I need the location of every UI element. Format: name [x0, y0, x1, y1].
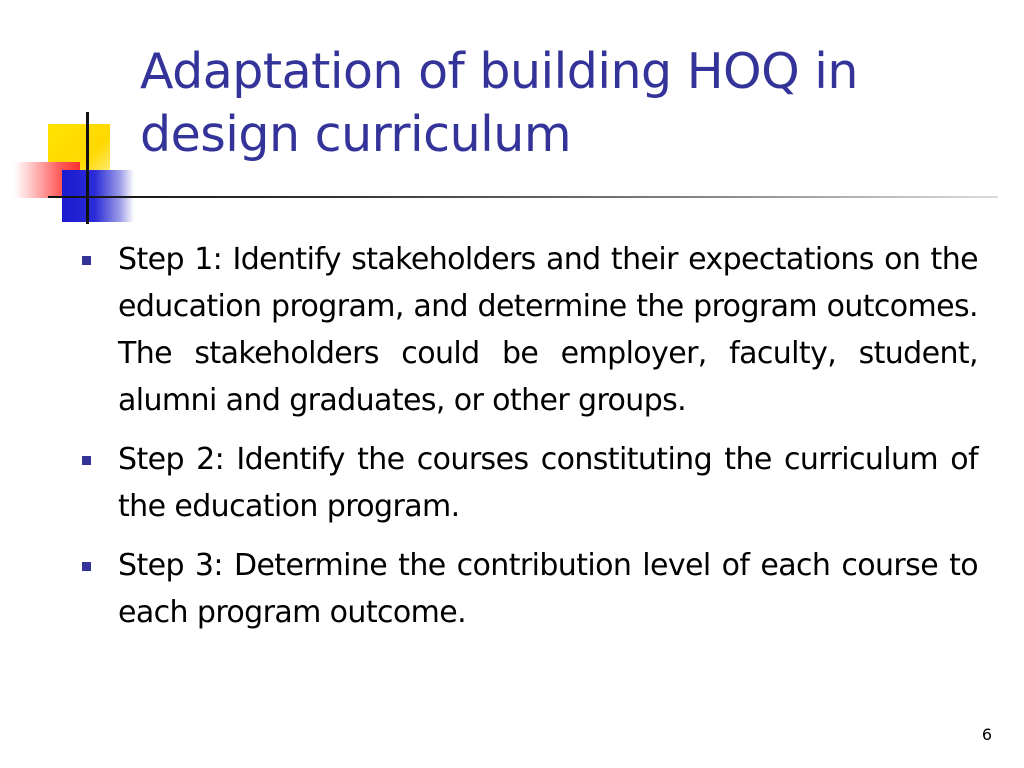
bullet-text: Step 3: Determine the contribution level of each course to each program outcome. [118, 548, 978, 630]
bullet-item-step-1 [80, 236, 978, 424]
bullet-list [80, 236, 978, 648]
title-underline-rule [48, 196, 998, 198]
bullet-text: Step 2: Identify the courses constituting the curriculum of the education program. [118, 442, 978, 524]
vertical-rule [86, 112, 89, 224]
square-bullet-icon [82, 456, 91, 465]
bullet-text: Step 1: Identify stakeholders and their expectations on the education program, and determine the program outcomes. The stakeholders could be employer, faculty, student, alumni and graduates, or other groups. [118, 242, 978, 418]
bullet-item-step-3 [80, 542, 978, 636]
square-bullet-icon [82, 562, 91, 571]
page-number: 6 [981, 725, 992, 744]
square-bullet-icon [82, 256, 91, 265]
slide-title: Adaptation of building HOQ in design curriculum [140, 43, 858, 163]
corner-decoration [0, 0, 140, 240]
bullet-item-step-2 [80, 436, 978, 530]
